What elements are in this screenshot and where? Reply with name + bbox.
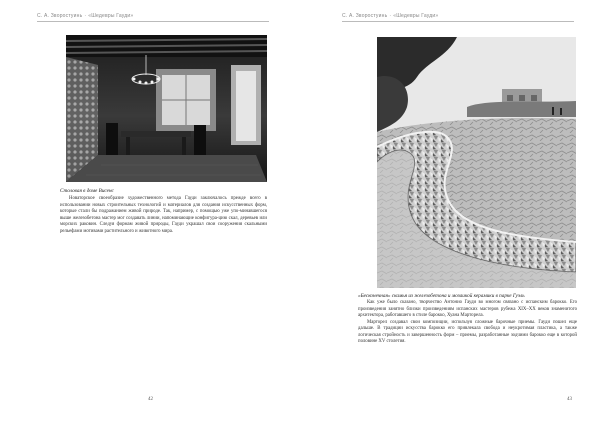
left-body-text — [60, 196, 267, 235]
left-header-title: «Шедевры Гауди» — [88, 13, 134, 19]
left-running-header: С. А. Зворостуинь · «Шедевры Гауди» — [37, 13, 133, 19]
right-running-header: С. А. Зворостуинь · «Шедевры Гауди» — [342, 13, 438, 19]
right-page-number: 43 — [567, 397, 572, 402]
left-photo-caption: Столовая в доме Висенс — [60, 188, 114, 194]
right-header-rule — [342, 21, 574, 22]
park-guell-bench-drawing — [377, 37, 576, 288]
park-guell-bench-photo — [377, 37, 576, 288]
left-header-rule — [37, 21, 269, 22]
dining-room-photo — [66, 35, 267, 182]
right-paragraph-1: Как уже было сказано, творчество Антонио Гауди во многом связано с испанским барокко. Его произведения занятно близки произведениям испанских мастеров рубежа XIX–XX веков знаменитого архитектора, работавшего в стиле барокко, Хуана Марторела. — [358, 300, 577, 319]
right-paragraph-2: Марторел создавал свои композиции, используя сложные барочные приемы. Гауди пошел еще дальше. В традиции искусства барокко его привлекала свобода и неукротимая пластика, а также логическая стройность и завершенность форм – приемы, разработанные зодчими барокко еще в которой половине XV столетия. — [358, 319, 577, 345]
right-body-text — [358, 300, 577, 346]
left-header-author: С. А. Зворостуинь — [37, 13, 83, 19]
right-header-author: С. А. Зворостуинь — [342, 13, 388, 19]
right-photo-caption: «Бесконечная» скамья из железобетона и мозаикой керамики в парке Гуэль — [358, 293, 525, 299]
left-page-number: 42 — [148, 397, 153, 402]
dining-room-photo-drawing — [66, 35, 267, 182]
right-page — [300, 0, 600, 424]
left-paragraph: Новаторское своеобразие художественного метода Гауди заключалось прежде всего в использовании новых строительных технологий и материалов для создания искусственных форм, которые стали бы подражанием живой природе. Так, например, с помощью уже упо-минавшегося выше железобетона мастер мог создавать линии, напоминающие конфигура-цию скал, деревьев или морских раковин. Следуя формам живой природы, Гауди украшал свои сооружения скальными рельефами мотивами растительного и животного мира. — [60, 196, 267, 234]
right-header-title: «Шедевры Гауди» — [393, 13, 439, 19]
